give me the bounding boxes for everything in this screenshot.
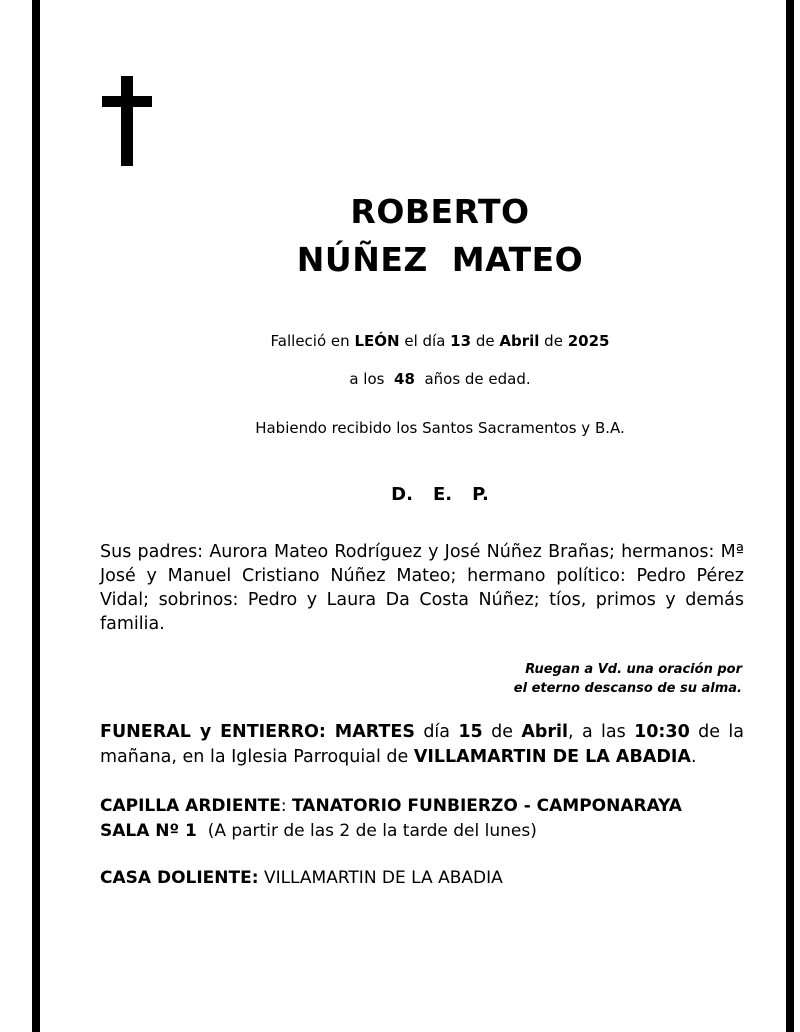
cross-icon: [102, 76, 152, 166]
deceased-surnames: NÚÑEZ MATEO: [296, 240, 584, 279]
death-year: 2025: [567, 332, 610, 350]
age-value: 48: [394, 370, 415, 388]
death-line: Falleció en LEÓN el día 13 de Abril de 2025: [270, 332, 610, 350]
mourning-house: CASA DOLIENTE: VILLAMARTIN DE LA ABADIA: [100, 868, 503, 888]
age-line: a los 48 años de edad.: [349, 370, 531, 388]
funeral-paragraph: FUNERAL y ENTIERRO: MARTES día 15 de Abril, a las 10:30 de la mañana, en la Iglesia Parroquial de VILLAMARTIN DE LA ABADIA.: [100, 722, 744, 767]
dep-abbreviation: D. E. P.: [391, 484, 489, 505]
church-name: VILLAMARTIN DE LA ABADIA: [413, 747, 691, 767]
death-day: 13: [450, 332, 472, 350]
deceased-first-name: ROBERTO: [350, 192, 530, 231]
chapel-info: CAPILLA ARDIENTE: TANATORIO FUNBIERZO - CAMPONARAYA SALA Nº 1 (A partir de las 2 de la tarde del lunes): [100, 796, 682, 841]
death-month: Abril: [499, 332, 540, 350]
sacraments-line: Habiendo recibido los Santos Sacramentos y B.A.: [255, 419, 625, 437]
left-border: [32, 0, 40, 1032]
family-paragraph: Sus padres: Aurora Mateo Rodríguez y José Núñez Brañas; hermanos: Mª José y Manuel Cristiano Núñez Mateo; hermano político: Pedro Pérez Vidal; sobrinos: Pedro y Laura Da Costa Núñez; tíos, primos y demás familia.: [100, 542, 744, 634]
right-border: [786, 0, 794, 1032]
death-place: LEÓN: [354, 332, 400, 350]
prayer-request: Ruegan a Vd. una oración por el eterno descanso de su alma.: [513, 662, 742, 696]
